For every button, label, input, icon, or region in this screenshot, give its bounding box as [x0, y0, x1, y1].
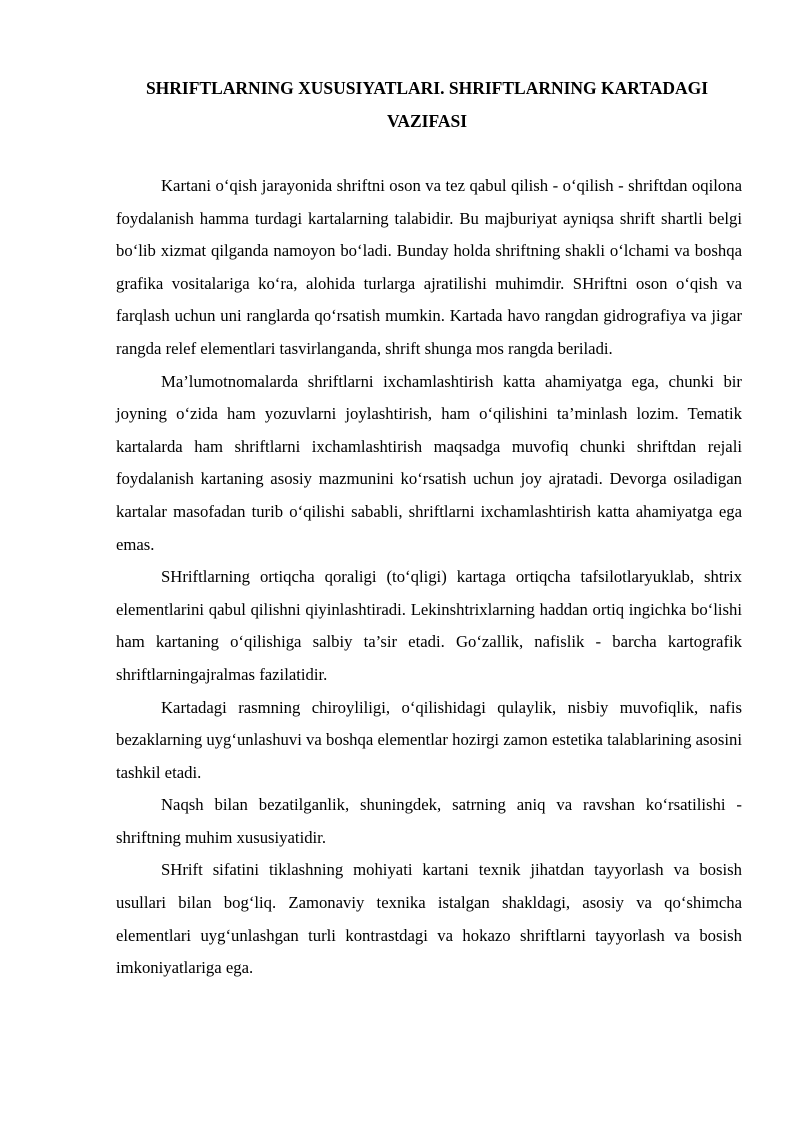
page-title [110, 72, 744, 138]
paragraph-1: Kartani o‘qish jarayonida shriftni oson va tez qabul qilish - o‘qilish - shriftdan oqilona foydalanish hamma turdagi kartalarning talabidir. Bu majburiyat ayniqsa shrift shartli belgi bo‘lib xizmat qilganda namoyon bo‘ladi. Bunday holda shriftning shakli o‘lchami va boshqa grafika vositalariga ko‘ra, alohida turlarga ajratilishi muhimdir. SHriftni oson o‘qish va farqlash uchun uni ranglarda qo‘rsatish mumkin. Kartada havo rangdan gidrografiya va jigar rangda relef elementlari tasvirlanganda, shrift shunga mos rangda beriladi. [116, 176, 742, 358]
paragraph-3: SHriftlarning ortiqcha qoraligi (to‘qligi) kartaga ortiqcha tafsilotlaryuklab, shtrix elementlarini qabul qilishni qiyinlashtiradi. Lekinshtrixlarning haddan ortiq ingichka bo‘lishi ham kartaning o‘qilishiga salbiy ta’sir etadi. Go‘zallik, nafislik - barcha kartografik shriftlarningajralmas fazilatidir. [116, 567, 742, 684]
title-line-1: SHRIFTLARNING XUSUSIYATLARI. SHRIFTLARNING KARTADAGI [145, 78, 709, 98]
paragraph-4: Kartadagi rasmning chiroyliligi, o‘qilishidagi qulaylik, nisbiy muvofiqlik, nafis bezaklarning uyg‘unlashuvi va boshqa elementlar hozirgi zamon estetika talablarining asosini tashkil etadi. [116, 697, 742, 782]
paragraph-6: SHrift sifatini tiklashning mohiyati kartani texnik jihatdan tayyorlash va bosish usullari bilan bog‘liq. Zamonaviy texnika istalgan shakldagi, asosiy va qo‘shimcha elementlari uyg‘unlashgan turli kontrastdagi va hokazo shriftlarni tayyorlash va bosish imkoniyatlariga ega. [116, 860, 742, 978]
body-text [116, 170, 742, 985]
paragraph-2: Ma’lumotnomalarda shriftlarni ixchamlashtirish katta ahamiyatga ega, chunki bir joyning o‘zida ham yozuvlarni joylashtirish, ham o‘qilishini ta’minlash lozim. Tematik kartalarda ham shriftlarni ixchamlashtirish maqsadga muvofiq chunki shriftdan rejali foydalanish kartaning asosiy mazmunini ko‘rsatish uchun joy ajratadi. Devorga osiladigan kartalar masofadan turib o‘qilishi sababli, shriftlarni ixchamlashtirish katta ahamiyatga ega emas. [116, 371, 742, 554]
paragraph-5: Naqsh bilan bezatilganlik, shuningdek, satrning aniq va ravshan ko‘rsatilishi - shriftning muhim xususiyatidir. [116, 795, 742, 847]
title-line-2: VAZIFASI [386, 111, 468, 131]
